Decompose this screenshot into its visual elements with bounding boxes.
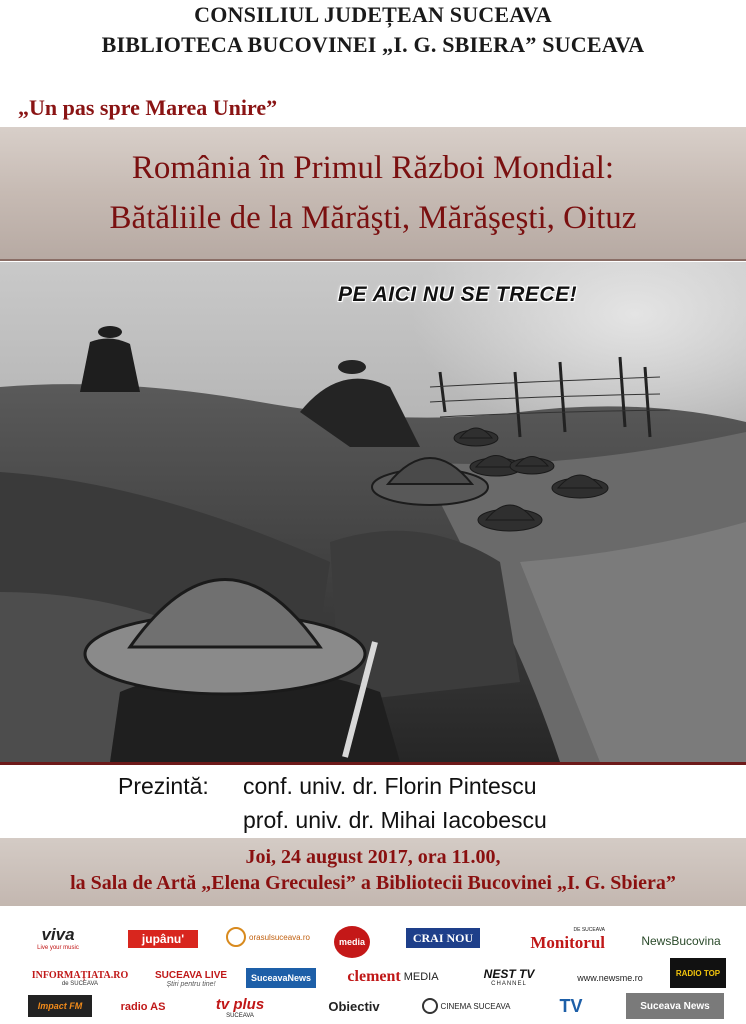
title-band (0, 127, 746, 261)
slogan-text: PE AICI NU SE TRECE! (338, 283, 578, 306)
logo-clement-media (334, 966, 452, 988)
logo-monitorul-sub: DE SUCEAVA (573, 927, 605, 933)
logo-svnews2-name: Suceava News (640, 1000, 710, 1012)
event-title-line1: România în Primul Război Mondial: (131, 150, 615, 186)
logo-sv-live-name: SUCEAVA LIVE (154, 970, 228, 981)
logo-monitorul (527, 928, 605, 952)
logo-jupanu-name: jupânu' (141, 932, 185, 946)
logo-betv-name: TV (559, 995, 583, 1016)
logo-viva-name: viva (41, 925, 75, 944)
logo-newsme (570, 970, 650, 986)
logo-orasul-suceava (226, 926, 310, 948)
logo-cinema-name: CINEMA SUCEAVA (440, 1001, 511, 1011)
presenter-2: prof. univ. dr. Mihai Iacobescu (243, 807, 547, 833)
campaign-subtitle: „Un pas spre Marea Unire” (18, 95, 278, 120)
logo-cinema-suceava (418, 996, 514, 1016)
logo-viva (30, 925, 86, 951)
logo-orasul-name: orasulsuceava.ro (249, 932, 310, 942)
cinema-reel-icon (422, 998, 438, 1014)
logo-newsbucovina-name: NewsBucovina (641, 934, 721, 948)
logo-clement-media: MEDIA (403, 971, 439, 983)
logo-impact-name: Impact FM (37, 1001, 83, 1011)
logo-media (334, 926, 370, 958)
event-venue: la Sala de Artă „Elena Greculesi” a Bibliotecii Bucovinei „I. G. Sbiera” (70, 872, 676, 894)
logo-newsbucovina (634, 932, 728, 950)
orasul-badge-icon (226, 927, 246, 947)
logo-radio-top-name: RADIO TOP (675, 968, 721, 978)
logo-suceava-news-2 (626, 993, 724, 1019)
trench-photo-illustration (0, 262, 746, 762)
logo-obiectiv-name: Obiectiv (328, 998, 380, 1014)
logo-sv-news-name: SuceavaNews (250, 973, 312, 983)
ww1-trench-photo (0, 262, 746, 762)
logo-newsme-name: www.newsme.ro (577, 973, 643, 983)
logo-suceava-live (156, 966, 226, 992)
logo-obiectiv (316, 996, 392, 1016)
photo-bottom-rule (0, 762, 746, 765)
logo-informatiata (28, 966, 132, 990)
logo-tvplus-sub: SUCEAVA (226, 1012, 254, 1019)
logo-monitorul-name: Monitorul (530, 933, 605, 952)
council-name: CONSILIUL JUDEȚEAN SUCEAVA (194, 2, 552, 27)
library-name: BIBLIOTECA BUCOVINEI „I. G. SBIERA” SUCEAVA (101, 32, 645, 57)
event-title-line2: Bătăliile de la Mărăşti, Mărăşeşti, Oituz (109, 200, 637, 236)
logo-informatiata-sub: de SUCEAVA (61, 980, 99, 987)
logo-tvplus-name: tv plus (215, 995, 265, 1013)
logo-suceava-news (246, 968, 316, 988)
logo-radio-as (120, 994, 166, 1020)
logo-radio-as-name: radio AS (120, 1001, 166, 1013)
logo-clement-name: clement (347, 968, 401, 985)
logo-nest-sub: CHANNEL (491, 981, 527, 987)
logo-informatiata-name: INFORMAȚIATA.RO (31, 969, 129, 981)
logo-media-name: media (338, 937, 365, 947)
logo-tv-plus (198, 994, 282, 1020)
logo-crai-nou (406, 928, 480, 948)
presenters-label: Prezintă: (118, 773, 209, 799)
logo-be-tv (546, 994, 596, 1018)
logo-sv-live-tag: Știri pentru tine! (166, 981, 216, 988)
logo-impact-fm (28, 995, 92, 1017)
logo-jupanu (128, 930, 198, 948)
logo-nest-tv (474, 964, 544, 990)
logo-crai-nou-name: CRAI NOU (412, 930, 474, 945)
logo-radio-top (670, 958, 726, 988)
presenter-1: conf. univ. dr. Florin Pintescu (243, 773, 537, 799)
logo-nest-name: NEST TV (483, 967, 535, 981)
logo-viva-tag: Live your music (37, 945, 79, 951)
event-date: Joi, 24 august 2017, ora 11.00, (245, 846, 501, 868)
